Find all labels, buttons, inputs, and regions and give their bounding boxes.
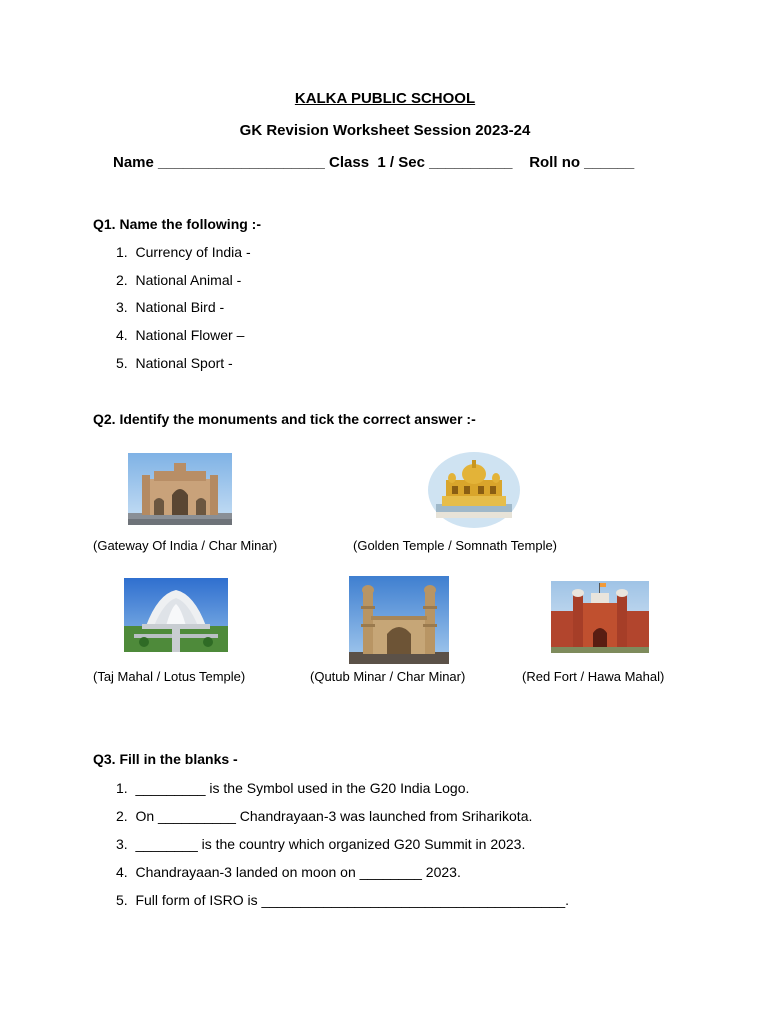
q1-title: Q1. Name the following :-	[93, 216, 262, 232]
q3-item: 3. ________ is the country which organized G20 Summit in 2023.	[116, 836, 526, 852]
q3-item: 4. Chandrayaan-3 landed on moon on ________ 2023.	[116, 864, 461, 880]
student-info-line: Name ____________________ Class 1 / Sec __________ Roll no ______	[113, 154, 635, 171]
q1-item: 1. Currency of India -	[116, 244, 251, 260]
q3-item: 2. On __________ Chandrayaan-3 was launched from Sriharikota.	[116, 808, 533, 824]
q2-title: Q2. Identify the monuments and tick the correct answer :-	[93, 411, 476, 427]
q3-item: 5. Full form of ISRO is _______________________________________.	[116, 892, 570, 908]
caption-golden-temple: (Golden Temple / Somnath Temple)	[353, 538, 558, 553]
q1-item: 5. National Sport -	[116, 355, 233, 371]
q1-item: 4. National Flower –	[116, 327, 245, 343]
golden-temple-image	[428, 452, 520, 528]
char-minar-image	[349, 576, 449, 664]
q3-title: Q3. Fill in the blanks -	[93, 751, 238, 767]
q1-item: 2. National Animal -	[116, 272, 242, 288]
q3-item: 1. _________ is the Symbol used in the G20 India Logo.	[116, 780, 470, 796]
caption-red-fort: (Red Fort / Hawa Mahal)	[522, 669, 665, 684]
caption-lotus-temple: (Taj Mahal / Lotus Temple)	[93, 669, 246, 684]
caption-gateway-of-india: (Gateway Of India / Char Minar)	[93, 538, 278, 553]
caption-char-minar: (Qutub Minar / Char Minar)	[310, 669, 466, 684]
worksheet-title: GK Revision Worksheet Session 2023-24	[239, 122, 531, 139]
gateway-of-india-image	[128, 453, 232, 525]
q1-item: 3. National Bird -	[116, 299, 225, 315]
lotus-temple-image	[124, 578, 228, 652]
school-name: KALKA PUBLIC SCHOOL	[294, 90, 476, 107]
red-fort-image	[551, 581, 649, 653]
